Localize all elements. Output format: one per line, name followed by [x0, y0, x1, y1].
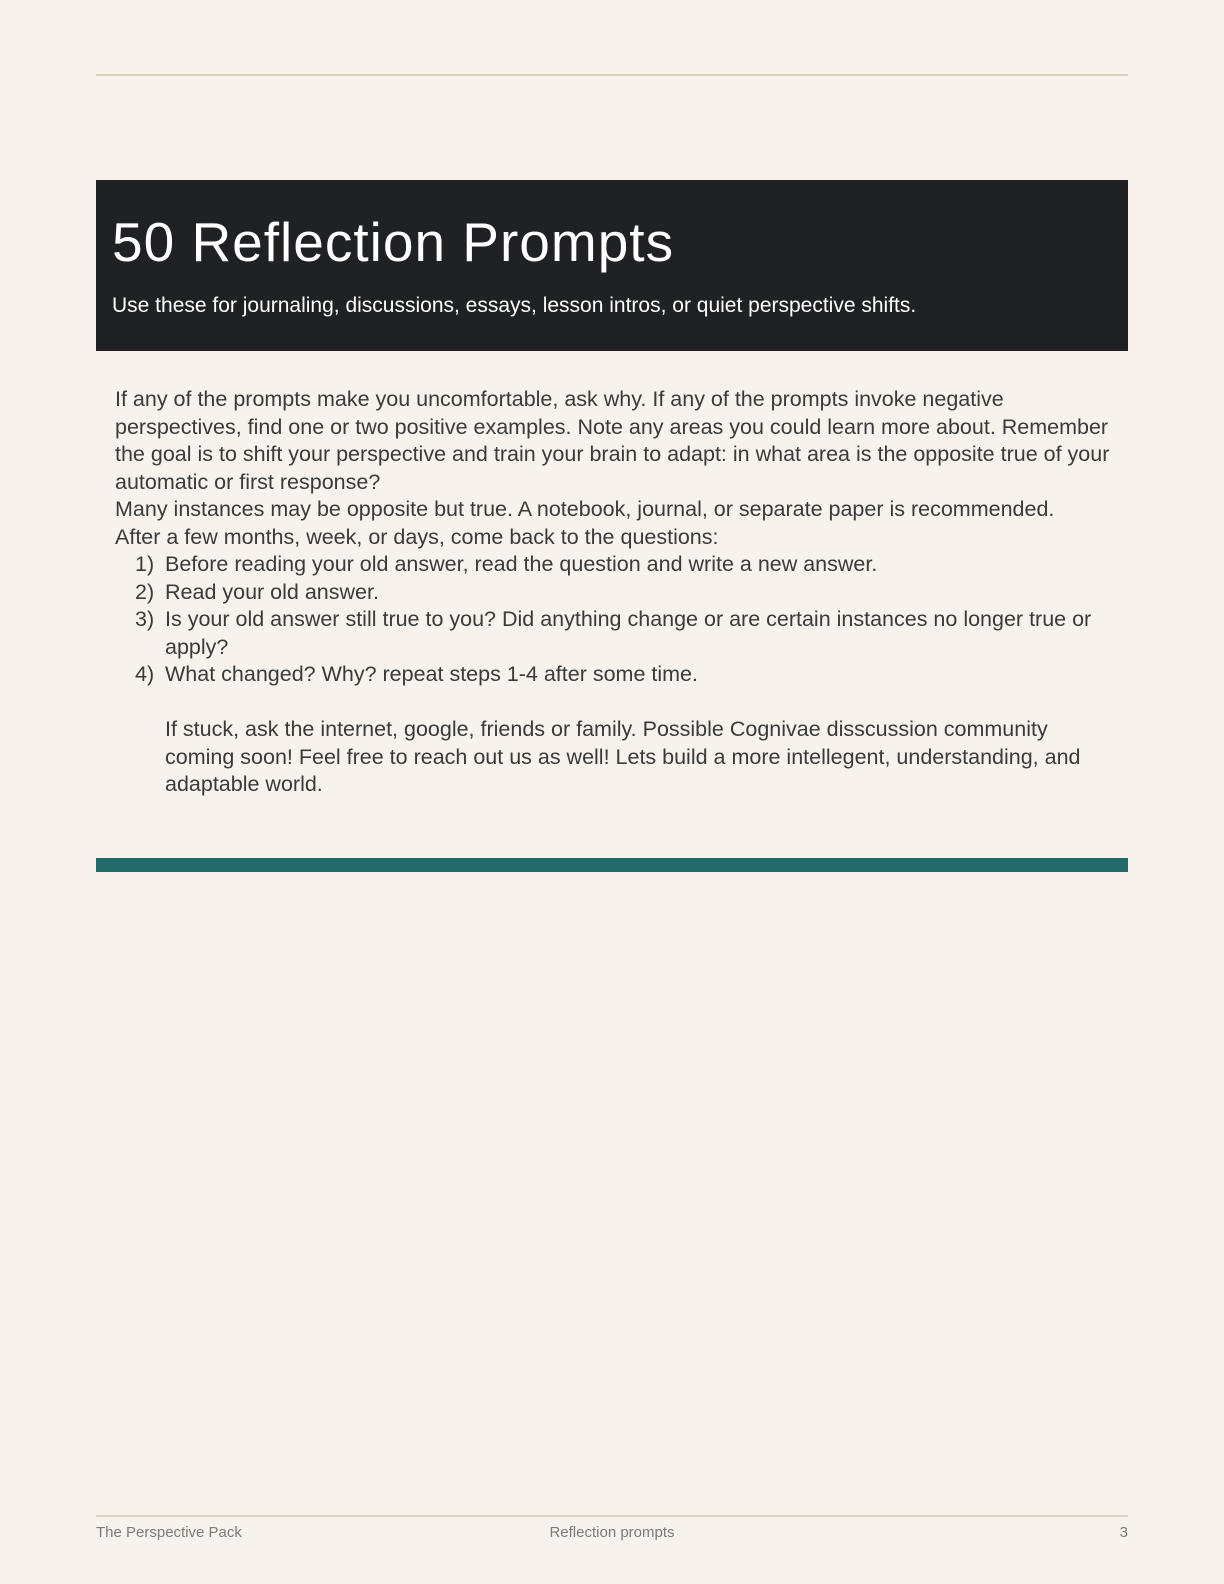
intro-paragraph: If any of the prompts make you uncomfortable, ask why. If any of the prompts invoke negative perspectives, find one or two positive examples. Note any areas you could learn more about. Remember the goal is to shift your perspective and train your brain to adapt: in what area is the opposite true of your automatic or first response?	[115, 387, 1110, 494]
title-banner	[96, 180, 1128, 351]
page-subtitle: Use these for journaling, discussions, essays, lesson intros, or quiet perspective shifts.	[112, 294, 917, 317]
step-number: 3)	[135, 607, 155, 631]
list-item	[115, 606, 1115, 661]
accent-bar	[96, 858, 1128, 872]
list-item	[115, 551, 1115, 579]
step-text: Before reading your old answer, read the question and write a new answer.	[165, 552, 878, 576]
return-paragraph: After a few months, week, or days, come back to the questions:	[115, 524, 719, 549]
list-item	[115, 661, 1115, 689]
note-paragraph: Many instances may be opposite but true. A notebook, journal, or separate paper is recommended.	[115, 497, 1055, 521]
step-text: Is your old answer still true to you? Did anything change or are certain instances no longer true or apply?	[165, 607, 1092, 659]
list-item	[115, 579, 1115, 607]
step-text: Read your old answer.	[165, 579, 379, 604]
steps-list	[115, 551, 1115, 689]
step-number: 1)	[135, 552, 155, 576]
footer-publication-title: The Perspective Pack	[96, 1524, 242, 1541]
page-title: 50 Reflection Prompts	[112, 211, 675, 273]
page-number: 3	[1119, 1524, 1128, 1541]
footer-section-title: Reflection prompts	[549, 1524, 675, 1541]
footer-divider	[96, 1515, 1128, 1517]
closing-paragraph: If stuck, ask the internet, google, friends or family. Possible Cognivae disscussion community coming soon! Feel free to reach out us as well! Lets build a more intellegent, understanding, and adaptable world.	[165, 717, 1081, 796]
step-text: What changed? Why? repeat steps 1-4 after some time.	[165, 662, 698, 686]
page-footer	[96, 1524, 1128, 1546]
step-number: 4)	[135, 662, 155, 686]
step-number: 2)	[135, 579, 155, 604]
instructions-section	[115, 386, 1115, 799]
top-divider	[96, 74, 1128, 76]
